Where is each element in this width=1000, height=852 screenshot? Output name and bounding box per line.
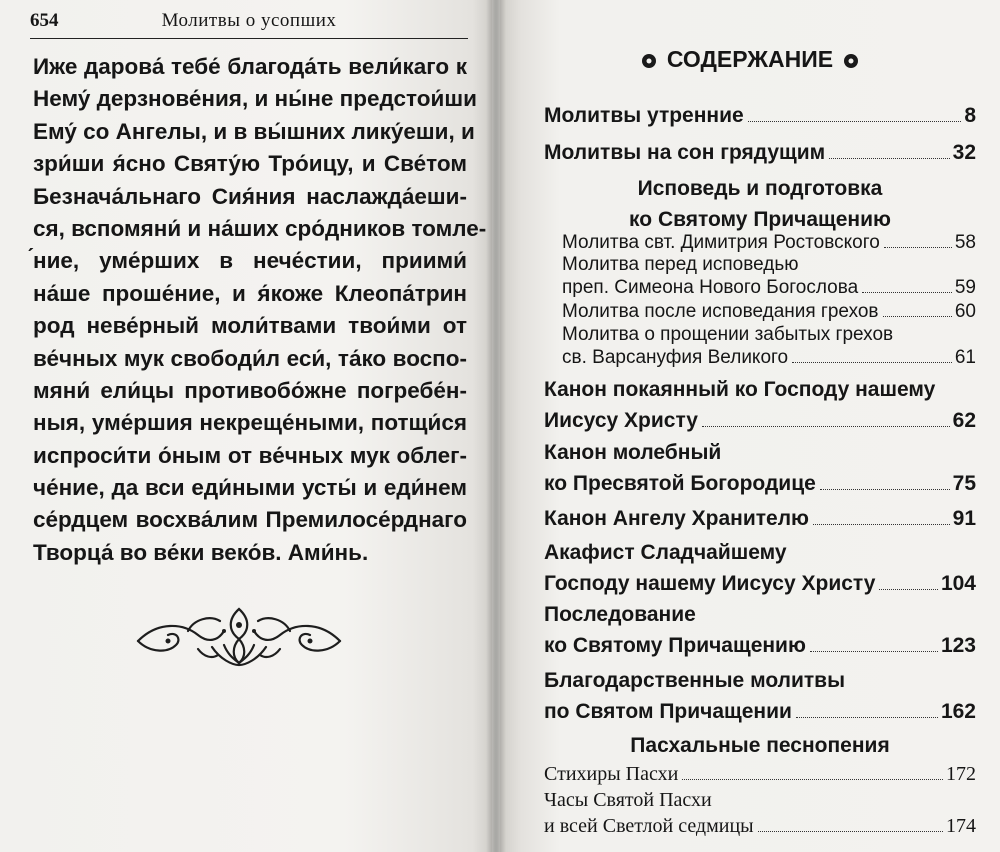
- text-line: че́ние, да вси еди́ными усты́ и еди́нем: [33, 475, 467, 501]
- text-line: ве́чных мук свободи́л еси́, та́ко воспо-: [33, 345, 467, 371]
- toc-page-number: 62: [952, 409, 976, 432]
- toc-entry-guardian-angel-canon[interactable]: Канон Ангелу Хранителю 91: [544, 507, 976, 530]
- text-line: род неве́рный моли́твами твои́ми от: [33, 313, 467, 339]
- fleuron-ornament-icon: [128, 601, 350, 669]
- toc-section-confession: Исповедь и подготовка ко Святому Причащению: [629, 177, 891, 231]
- running-title: Молитвы о усопших: [161, 10, 337, 31]
- prayer-text: [33, 51, 487, 569]
- text-line: Иже дарова́ тебе́ благода́ть вели́каго к: [33, 54, 467, 79]
- toc-page-number: 32: [952, 141, 976, 164]
- toc-page-number: 75: [952, 472, 976, 495]
- toc-page-number: 60: [954, 301, 976, 322]
- text-line: мяни́ ели́цы противобо́жне погребе́н-: [33, 377, 467, 403]
- title-ornament-icon: [843, 53, 859, 69]
- toc-page-number: 59: [954, 277, 976, 298]
- text-line: ́ние, уме́рших в нече́стии, приими́: [33, 248, 467, 274]
- toc-page-number: 174: [946, 815, 976, 837]
- text-line: на́ше проше́ние, и я́коже Клеопа́трин: [33, 280, 467, 306]
- text-line: ныя, уме́ршия некреще́ными, потщи́ся: [33, 410, 467, 436]
- toc-section-paschal-hymns: Пасхальные песнопения: [630, 734, 890, 757]
- toc-entry-thanksgiving-prayers[interactable]: Благодарственные молитвы по Святом Причащении 162: [544, 669, 976, 723]
- toc-entry-morning-prayers[interactable]: Молитвы утренние 8: [544, 104, 976, 127]
- contents-heading: [500, 42, 1000, 76]
- toc-page-number: 58: [954, 232, 976, 253]
- toc-entry-communion-rule[interactable]: Последование ко Святому Причащению 123: [544, 603, 976, 657]
- toc-entry-theotokos-canon[interactable]: Канон молебный ко Пресвятой Богородице 75: [544, 441, 976, 495]
- toc-entry-paschal-stichera[interactable]: Стихиры Пасхи 172: [544, 763, 976, 785]
- text-line: Безнача́льнаго Сия́ния наслажда́еши-: [33, 183, 467, 209]
- contents-title: СОДЕРЖАНИЕ: [666, 46, 834, 72]
- toc-page-number: 104: [940, 572, 976, 595]
- toc-page-number: 172: [946, 763, 976, 785]
- toc-page-number: 162: [940, 700, 976, 723]
- text-line: испроси́ти о́ным от ве́чных мук облег-: [33, 442, 467, 468]
- toc-page-number: 91: [952, 507, 976, 530]
- toc-entry-penitential-canon[interactable]: Канон покаянный ко Господу нашему Иисусу Христу 62: [544, 378, 976, 432]
- toc-entry-akathist[interactable]: Акафист Сладчайшему Господу нашему Иисусу Христу 104: [544, 541, 976, 595]
- text-line: се́рдцем восхва́лим Премилосе́рднаго: [33, 507, 467, 533]
- book-gutter: [486, 0, 506, 852]
- text-line: Творца́ во ве́ки веко́в. Ами́нь.: [33, 539, 369, 565]
- text-line: зри́ши я́сно Святу́ю Тро́ицу, и Све́том: [33, 151, 467, 177]
- toc-page-number: 61: [954, 347, 976, 368]
- toc-entry-forgotten-sins[interactable]: Молитва о прощении забытых грехов св. Варсануфия Великого 61: [562, 324, 976, 368]
- text-line: ся, вспомяни́ и на́ших сро́дников томле-: [33, 215, 487, 241]
- page-number: 654: [30, 10, 59, 31]
- toc-entry-evening-prayers[interactable]: Молитвы на сон грядущим 32: [544, 141, 976, 164]
- title-ornament-icon: [641, 53, 657, 69]
- toc-entry-after-confession[interactable]: Молитва после исповедания грехов 60: [562, 301, 976, 322]
- toc-entry-dimitry-prayer[interactable]: Молитва свт. Димитрия Ростовского 58: [562, 232, 976, 253]
- toc-page-number: 8: [964, 104, 976, 127]
- toc-entry-before-confession[interactable]: Молитва перед исповедью преп. Симеона Нового Богослова 59: [562, 254, 976, 298]
- page-header: [30, 10, 468, 39]
- text-line: Ему́ со Ангелы, и в вы́шних лику́еши, и: [33, 118, 475, 144]
- toc-page-number: 123: [940, 634, 976, 657]
- toc-entry-paschal-hours[interactable]: Часы Святой Пасхи и всей Светлой седмицы 174: [544, 789, 976, 837]
- text-line: Нему́ дерзнове́ния, и ны́не предстои́ши: [33, 86, 477, 112]
